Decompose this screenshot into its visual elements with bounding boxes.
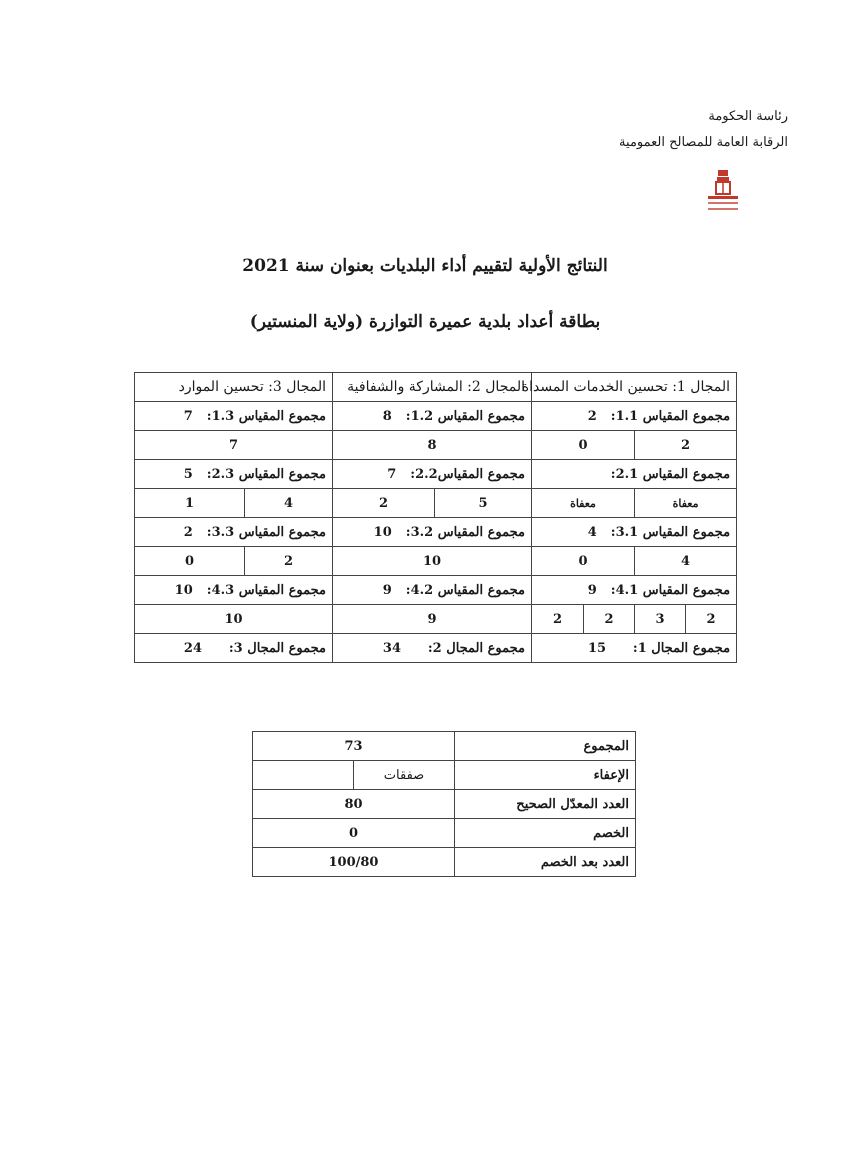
cell: 2 [686, 605, 737, 634]
measure-1-3: مجموع المقياس 1.3:7 [135, 402, 333, 431]
summary-table [252, 731, 636, 877]
domain-2-total: مجموع المجال 2:34 [333, 634, 532, 663]
cell: 1 [135, 489, 245, 518]
domain-1-header: المجال 1: تحسين الخدمات المسداة [532, 373, 737, 402]
summary-label: العدد المعدّل الصحيح [455, 790, 636, 819]
summary-label: المجموع [455, 732, 636, 761]
summary-value: 100/80 [253, 848, 455, 877]
page-subtitle: بطاقة أعداد بلدية عميرة التوازرة (ولاية المنستير) [249, 312, 601, 332]
cell: 8 [333, 431, 532, 460]
table-row [135, 402, 737, 431]
cell: معفاة [532, 489, 635, 518]
header-line-1: رئاسة الحكومة [708, 109, 788, 124]
measure-4-3: مجموع المقياس 4.3:10 [135, 576, 333, 605]
cell: 5 [435, 489, 532, 518]
cell: 2 [245, 547, 333, 576]
cell: 2 [333, 489, 435, 518]
measure-1-2: مجموع المقياس 1.2:8 [333, 402, 532, 431]
table-row [135, 547, 737, 576]
cell: 4 [245, 489, 333, 518]
summary-value: 80 [253, 790, 455, 819]
measure-3-1: مجموع المقياس 3.1:4 [532, 518, 737, 547]
table-row [135, 373, 737, 402]
cell: 2 [584, 605, 635, 634]
scores-table [134, 372, 737, 663]
table-row [135, 605, 737, 634]
cell: 3 [635, 605, 686, 634]
measure-4-1: مجموع المقياس 4.1:9 [532, 576, 737, 605]
measure-2-1: مجموع المقياس 2.1: [532, 460, 737, 489]
table-row [253, 761, 636, 790]
cell: 2 [532, 605, 584, 634]
measure-3-2: مجموع المقياس 3.2:10 [333, 518, 532, 547]
summary-label: العدد بعد الخصم [455, 848, 636, 877]
cell: 0 [532, 431, 635, 460]
summary-label: الإعفاء [455, 761, 636, 790]
cell: 4 [635, 547, 737, 576]
summary-label: الخصم [455, 819, 636, 848]
table-row [135, 634, 737, 663]
emblem-logo-icon [702, 166, 744, 218]
table-row [253, 848, 636, 877]
domain-3-total: مجموع المجال 3:24 [135, 634, 333, 663]
summary-value: 0 [253, 819, 455, 848]
domain-2-header: المجال 2: المشاركة والشفافية [333, 373, 532, 402]
page-title: النتائج الأولية لتقييم أداء البلديات بعنوان سنة 2021 [242, 256, 608, 276]
table-row [253, 790, 636, 819]
measure-1-1: مجموع المقياس 1.1:2 [532, 402, 737, 431]
cell: 0 [532, 547, 635, 576]
cell: 0 [135, 547, 245, 576]
measure-3-3: مجموع المقياس 3.3:2 [135, 518, 333, 547]
cell: 2 [635, 431, 737, 460]
summary-value [253, 761, 354, 790]
measure-4-2: مجموع المقياس 4.2:9 [333, 576, 532, 605]
table-row [135, 431, 737, 460]
measure-2-3: مجموع المقياس 2.3:5 [135, 460, 333, 489]
cell: 7 [135, 431, 333, 460]
cell: 10 [333, 547, 532, 576]
table-row [135, 576, 737, 605]
table-row [253, 732, 636, 761]
table-row [253, 819, 636, 848]
table-row [135, 518, 737, 547]
domain-3-header: المجال 3: تحسين الموارد [135, 373, 333, 402]
table-row [135, 489, 737, 518]
cell: 9 [333, 605, 532, 634]
domain-1-total: مجموع المجال 1:15 [532, 634, 737, 663]
header-block [619, 104, 788, 156]
cell: 10 [135, 605, 333, 634]
summary-value: صفقات [354, 761, 455, 790]
summary-value: 73 [253, 732, 455, 761]
cell: معفاة [635, 489, 737, 518]
measure-2-2: مجموع المقياس2.2:7 [333, 460, 532, 489]
header-line-2: الرقابة العامة للمصالح العمومية [619, 135, 788, 150]
table-row [135, 460, 737, 489]
